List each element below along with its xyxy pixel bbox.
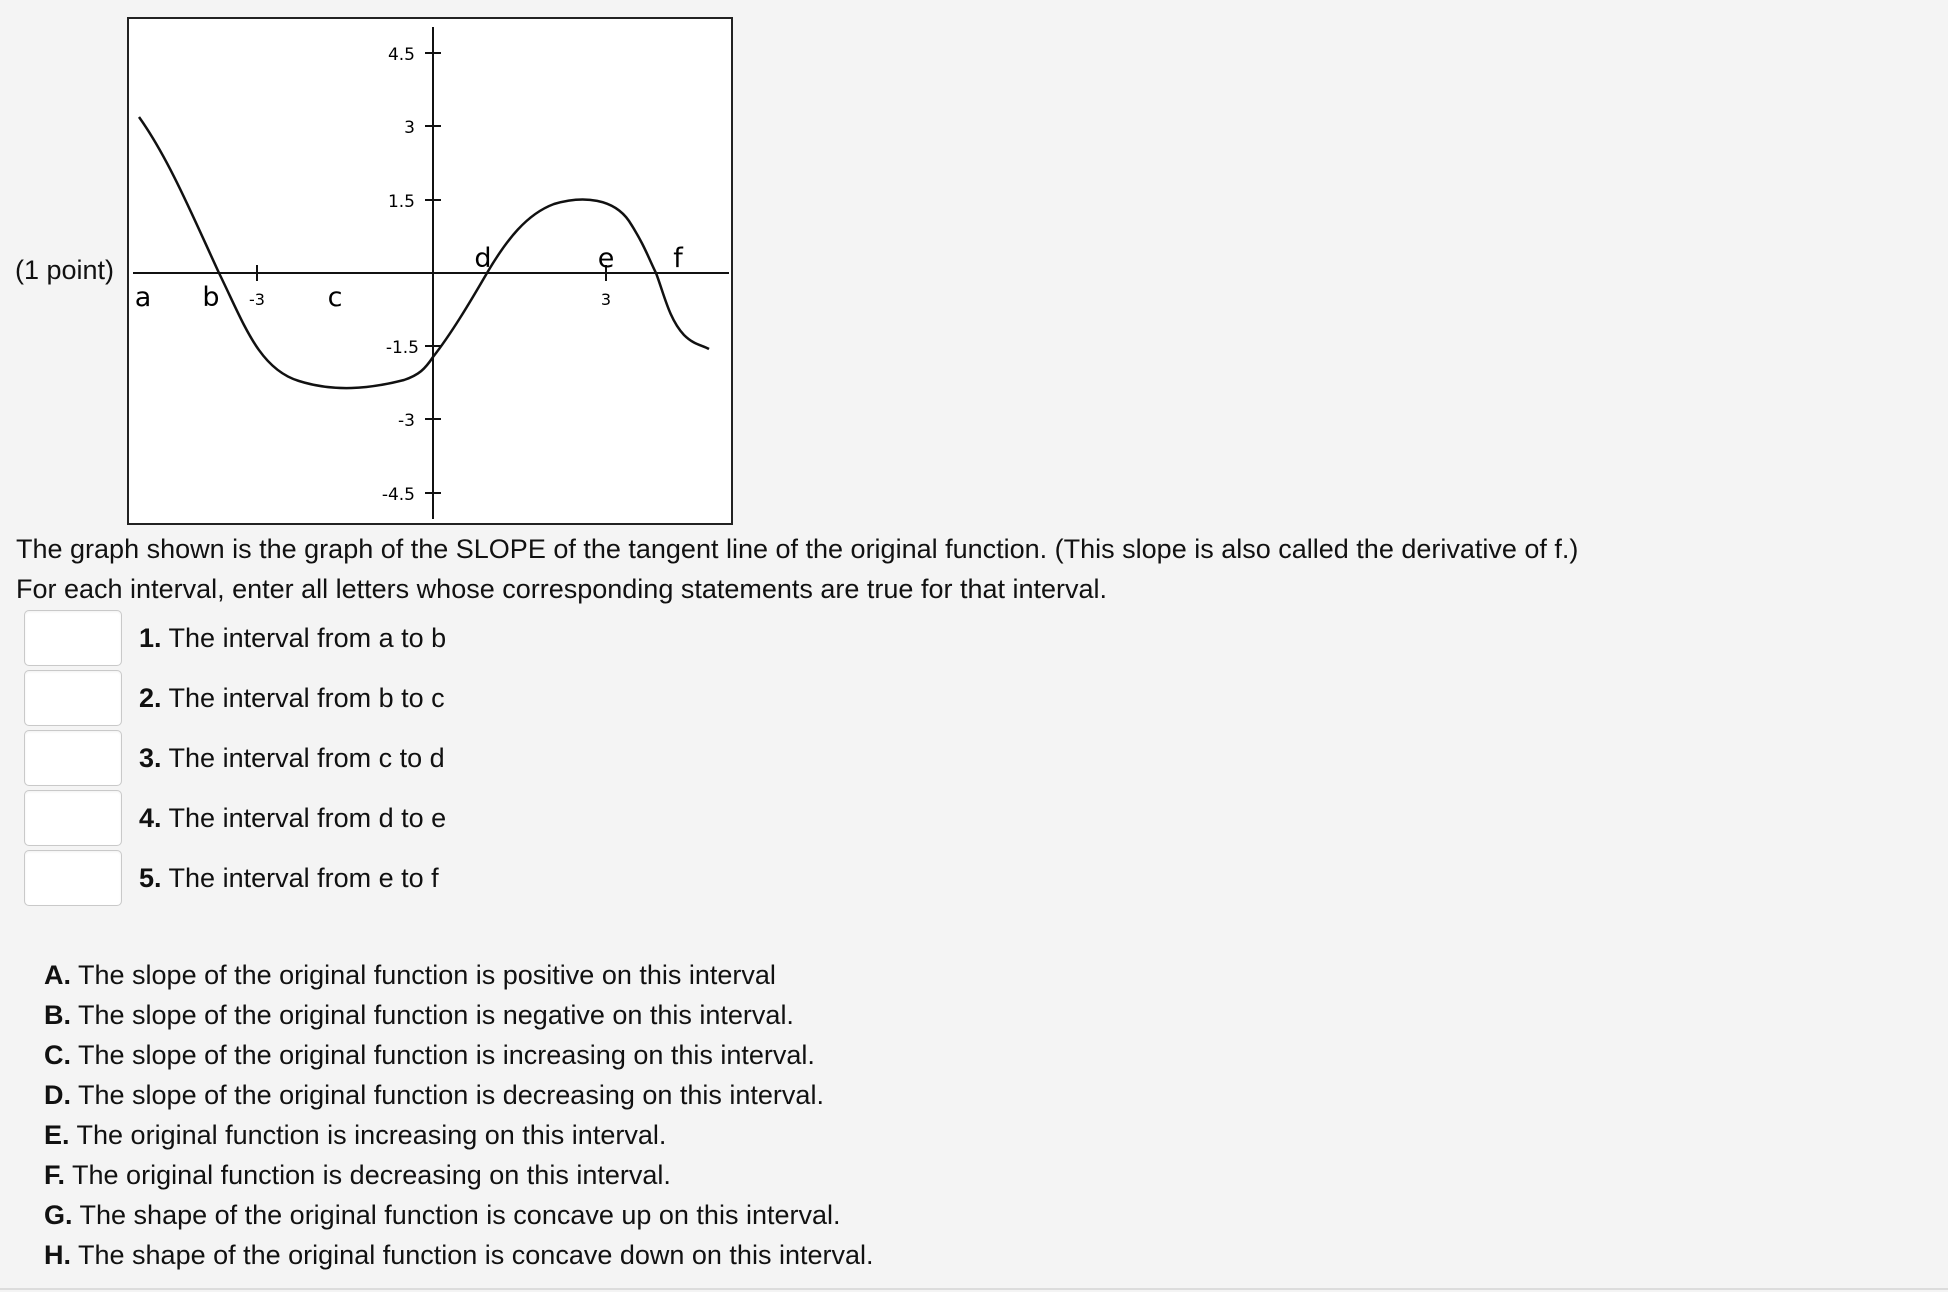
- option-d: [44, 1075, 874, 1115]
- answer-text: The interval from d to e: [168, 803, 447, 833]
- answer-label-4: [139, 803, 446, 834]
- option-b: [44, 995, 874, 1035]
- option-f: [44, 1155, 874, 1195]
- derivative-graph: [127, 17, 733, 525]
- answer-number: 3.: [139, 743, 162, 773]
- option-letter: A.: [44, 960, 71, 990]
- answer-input-1[interactable]: [24, 610, 122, 666]
- answer-number: 5.: [139, 863, 162, 893]
- y-tick-label: 4.5: [387, 45, 415, 65]
- answer-number: 4.: [139, 803, 162, 833]
- point-letter-a: a: [134, 282, 152, 313]
- option-a: [44, 955, 874, 995]
- statement-options: [44, 955, 874, 1275]
- answer-text: The interval from c to d: [168, 743, 445, 773]
- answer-label-1: [139, 623, 446, 654]
- option-letter: F.: [44, 1160, 66, 1190]
- option-letter: H.: [44, 1240, 71, 1270]
- answer-label-3: [139, 743, 445, 774]
- bottom-divider: [0, 1288, 1948, 1290]
- option-text: The shape of the original function is concave up on this interval.: [79, 1200, 841, 1230]
- x-tick-label: -3: [249, 290, 265, 309]
- y-tick-label: -4.5: [381, 485, 415, 505]
- option-g: [44, 1195, 874, 1235]
- option-letter: B.: [44, 1000, 71, 1030]
- x-tick-label: 3: [600, 290, 612, 309]
- point-value-label: (1 point): [15, 255, 115, 285]
- answer-input-5[interactable]: [24, 850, 122, 906]
- option-letter: E.: [44, 1120, 70, 1150]
- y-tick-label: -3: [398, 411, 415, 431]
- graph-svg: [129, 19, 731, 523]
- instructions-line-1: The graph shown is the graph of the SLOPE of the tangent line of the original function. (This slope is also called the derivative of f.): [16, 534, 1579, 564]
- option-text: The slope of the original function is positive on this interval: [78, 960, 776, 990]
- instructions-line-2: For each interval, enter all letters whose corresponding statements are true for that interval.: [16, 574, 1108, 604]
- slope-curve: [139, 117, 709, 388]
- y-tick-label: 1.5: [387, 192, 415, 212]
- answer-label-5: [139, 863, 439, 894]
- option-text: The slope of the original function is negative on this interval.: [78, 1000, 794, 1030]
- option-letter: G.: [44, 1200, 73, 1230]
- answer-text: The interval from b to c: [168, 683, 445, 713]
- answer-input-3[interactable]: [24, 730, 122, 786]
- point-letter-b: b: [202, 282, 220, 313]
- answer-number: 1.: [139, 623, 162, 653]
- option-text: The original function is increasing on this interval.: [76, 1120, 667, 1150]
- point-letter-f: f: [673, 243, 683, 274]
- answer-text: The interval from e to f: [168, 863, 439, 893]
- option-text: The shape of the original function is concave down on this interval.: [78, 1240, 874, 1270]
- point-letter-e: e: [597, 243, 615, 274]
- option-letter: D.: [44, 1080, 71, 1110]
- option-e: [44, 1115, 874, 1155]
- point-letter-c: c: [327, 282, 343, 313]
- option-text: The original function is decreasing on this interval.: [72, 1160, 671, 1190]
- option-letter: C.: [44, 1040, 71, 1070]
- option-text: The slope of the original function is increasing on this interval.: [78, 1040, 815, 1070]
- answer-number: 2.: [139, 683, 162, 713]
- point-letter-d: d: [474, 243, 492, 274]
- answer-input-2[interactable]: [24, 670, 122, 726]
- option-c: [44, 1035, 874, 1075]
- answer-label-2: [139, 683, 445, 714]
- answer-input-4[interactable]: [24, 790, 122, 846]
- answer-text: The interval from a to b: [168, 623, 447, 653]
- option-h: [44, 1235, 874, 1275]
- option-text: The slope of the original function is decreasing on this interval.: [78, 1080, 824, 1110]
- y-tick-label: 3: [404, 118, 415, 138]
- y-tick-label: -1.5: [385, 338, 419, 358]
